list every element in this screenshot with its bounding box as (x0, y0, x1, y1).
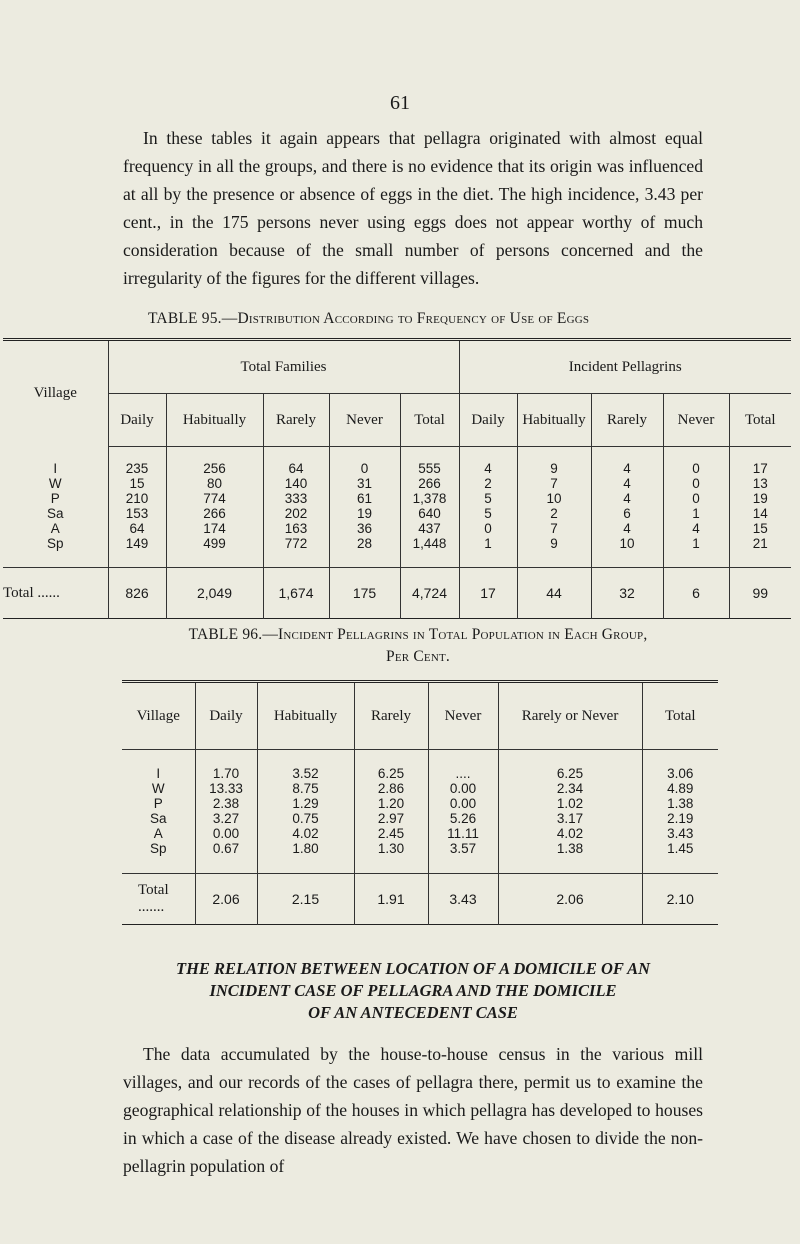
total-families-cell: 140 (263, 476, 329, 491)
total-families-cell: 149 (108, 536, 166, 568)
percent-cell: 0.67 (195, 841, 257, 874)
incident-pellagrins-cell: 7 (517, 521, 591, 536)
village-cell: W (3, 476, 108, 491)
percent-cell: 1.38 (667, 796, 694, 811)
percent-cell: .... (428, 750, 498, 782)
total-families-total-cell: 1,674 (263, 568, 329, 619)
village-cell: Sp (122, 841, 195, 874)
paragraph-intro: In these tables it again appears that pellagra originated with almost equal frequency in all the groups, and there is no evidence that its origin was influenced at all by the presence or absence of eggs in the diet. The high incidence, 3.43 per cent., in the 175 persons never using eggs does not appear worthy of much consideration because of the small number of persons concerned and the irregularity of the figures for the different villages. (123, 128, 703, 288)
incident-pellagrins-cell: 1 (459, 536, 517, 568)
percent-cell: 2.86 (354, 781, 428, 796)
percent-cell: 4.89 (667, 781, 694, 796)
percent-total-cell: 3.43 (428, 874, 498, 925)
percent-cell: 6.25 (498, 750, 642, 782)
paragraph-domicile: The data accumulated by the house-to-house census in the various mill villages, and our records of the cases of pellagra there, permit us to examine the geographical relationship of the houses in which pellagra has developed to houses in which a case of the disease already existed. We have chosen to divide the non-pellagrin population of (123, 1044, 703, 1176)
table-row (3, 536, 791, 568)
percent-total-cell: 2.10 (642, 874, 718, 925)
incident-pellagrins-total-cell: 6 (663, 568, 729, 619)
incident-pellagrins-total-cell: 32 (591, 568, 663, 619)
incident-pellagrins-cell: 17 (752, 461, 768, 476)
header-total: Total (642, 682, 718, 750)
total-families-cell: 202 (263, 506, 329, 521)
village-header: Village (3, 340, 108, 447)
total-families-cell: 266 (166, 506, 263, 521)
percent-cell: 3.27 (195, 811, 257, 826)
incident-pellagrins-cell: 13 (752, 476, 768, 491)
percent-cell: 1.29 (257, 796, 354, 811)
table-row (3, 476, 791, 491)
total-families-cell: 555 (400, 447, 459, 477)
ip-subheader-habitually: Habitually (517, 394, 591, 447)
table-95-caption: TABLE 95.—Distribution According to Frequency of Use of Eggs (148, 310, 590, 327)
total-families-cell: 163 (263, 521, 329, 536)
table-row (3, 521, 791, 536)
total-families-cell: 0 (329, 447, 400, 477)
incident-pellagrins-cell: 19 (752, 491, 768, 506)
percent-cell: 4.02 (257, 826, 354, 841)
tf-subheader-daily: Daily (108, 394, 166, 447)
percent-cell: 2.38 (195, 796, 257, 811)
section-heading-line-1: THE RELATION BETWEEN LOCATION OF A DOMICILE OF AN (175, 959, 651, 978)
incident-pellagrins-cell: 6 (591, 506, 663, 521)
total-families-total-cell: 175 (329, 568, 400, 619)
percent-cell: 4.02 (498, 826, 642, 841)
total-families-cell: 19 (329, 506, 400, 521)
table-row (122, 811, 718, 826)
total-families-cell: 256 (166, 447, 263, 477)
ip-subheader-daily: Daily (459, 394, 517, 447)
total-families-total-cell: 826 (108, 568, 166, 619)
percent-cell: 2.45 (354, 826, 428, 841)
incident-pellagrins-total-cell: 99 (729, 568, 791, 619)
section-heading-line-3: OF AN ANTECEDENT CASE (308, 1003, 518, 1022)
total-families-cell: 28 (329, 536, 400, 568)
total-families-cell: 36 (329, 521, 400, 536)
total-families-cell: 80 (166, 476, 263, 491)
table-row (3, 506, 791, 521)
incident-pellagrins-total-cell: 17 (459, 568, 517, 619)
percent-cell: 1.70 (195, 750, 257, 782)
incident-pellagrins-cell: 1 (663, 536, 729, 568)
percent-cell: 1.20 (354, 796, 428, 811)
village-cell: I (122, 750, 195, 782)
incident-pellagrins-cell: 0 (663, 447, 729, 477)
village-cell: W (122, 781, 195, 796)
table-row (122, 841, 718, 874)
village-cell: A (122, 826, 195, 841)
percent-cell: 0.00 (428, 796, 498, 811)
incident-pellagrins-cell: 10 (517, 491, 591, 506)
percent-cell: 2.34 (498, 781, 642, 796)
tf-subheader-never: Never (329, 394, 400, 447)
section-heading-line-2: INCIDENT CASE OF PELLAGRA AND THE DOMICILE (209, 981, 617, 1000)
page-number: 61 (390, 92, 410, 114)
ip-subheader-never: Never (663, 394, 729, 447)
total-row (3, 568, 791, 619)
table-row (122, 750, 718, 782)
incident-pellagrins-cell: 9 (517, 447, 591, 477)
incident-pellagrins-cell: 0 (663, 491, 729, 506)
header-habitually: Habitually (257, 682, 354, 750)
incident-pellagrins-header: Incident Pellagrins (459, 340, 791, 394)
percent-total-cell: 2.06 (498, 874, 642, 925)
incident-pellagrins-cell: 0 (459, 521, 517, 536)
percent-cell: 3.57 (428, 841, 498, 874)
incident-pellagrins-cell: 4 (591, 476, 663, 491)
incident-pellagrins-cell: 21 (752, 536, 768, 551)
tf-subheader-total: Total (400, 394, 459, 447)
village-cell: A (3, 521, 108, 536)
total-families-cell: 31 (329, 476, 400, 491)
table-96-caption-line-1: TABLE 96.—Incident Pellagrins in Total Population in Each Group, (188, 626, 648, 643)
tf-subheader-rarely: Rarely (263, 394, 329, 447)
percent-cell: 1.38 (498, 841, 642, 874)
percent-cell: 1.45 (667, 841, 694, 856)
total-families-cell: 235 (108, 447, 166, 477)
incident-pellagrins-cell: 10 (591, 536, 663, 568)
village-cell: P (3, 491, 108, 506)
incident-pellagrins-cell: 14 (752, 506, 768, 521)
total-families-cell: 640 (400, 506, 459, 521)
percent-cell: 3.43 (667, 826, 694, 841)
total-families-cell: 64 (263, 447, 329, 477)
table-row (3, 447, 791, 477)
total-families-cell: 153 (108, 506, 166, 521)
incident-pellagrins-cell: 2 (459, 476, 517, 491)
village-cell: Sa (122, 811, 195, 826)
village-cell: I (3, 447, 108, 477)
percent-total-cell: 2.15 (257, 874, 354, 925)
percent-cell: 1.30 (354, 841, 428, 874)
ip-subheader-rarely: Rarely (591, 394, 663, 447)
percent-cell: 2.97 (354, 811, 428, 826)
incident-pellagrins-cell: 4 (663, 521, 729, 536)
section-heading (123, 958, 703, 1024)
total-families-cell: 15 (108, 476, 166, 491)
percent-cell: 5.26 (428, 811, 498, 826)
total-families-cell: 437 (400, 521, 459, 536)
percent-cell: 0.00 (195, 826, 257, 841)
percent-cell: 2.19 (667, 811, 694, 826)
percent-cell: 0.00 (428, 781, 498, 796)
percent-cell: 13.33 (195, 781, 257, 796)
village-cell: Sp (3, 536, 108, 568)
total-families-cell: 1,378 (400, 491, 459, 506)
percent-cell: 0.75 (257, 811, 354, 826)
table-row (3, 491, 791, 506)
incident-pellagrins-cell: 9 (517, 536, 591, 568)
header-never: Never (428, 682, 498, 750)
incident-pellagrins-cell: 4 (459, 447, 517, 477)
total-families-total-cell: 2,049 (166, 568, 263, 619)
village-cell: Sa (3, 506, 108, 521)
percent-total-cell: 2.06 (195, 874, 257, 925)
total-label: Total ....... (122, 874, 195, 925)
incident-pellagrins-cell: 4 (591, 491, 663, 506)
incident-pellagrins-cell: 4 (591, 521, 663, 536)
total-families-cell: 174 (166, 521, 263, 536)
total-families-cell: 774 (166, 491, 263, 506)
total-families-cell: 499 (166, 536, 263, 568)
incident-pellagrins-cell: 4 (591, 447, 663, 477)
incident-pellagrins-total-cell: 44 (517, 568, 591, 619)
tf-subheader-habitually: Habitually (166, 394, 263, 447)
incident-pellagrins-cell: 0 (663, 476, 729, 491)
total-label: Total ...... (3, 568, 108, 619)
percent-cell: 1.02 (498, 796, 642, 811)
total-families-cell: 64 (108, 521, 166, 536)
percent-cell: 1.80 (257, 841, 354, 874)
incident-pellagrins-cell: 1 (663, 506, 729, 521)
table-95 (3, 338, 791, 619)
percent-cell: 11.11 (428, 826, 498, 841)
percent-cell: 8.75 (257, 781, 354, 796)
incident-pellagrins-cell: 5 (459, 491, 517, 506)
percent-total-cell: 1.91 (354, 874, 428, 925)
table-row (122, 826, 718, 841)
total-families-cell: 772 (263, 536, 329, 568)
table-96 (122, 680, 718, 925)
header-rarely: Rarely (354, 682, 428, 750)
total-families-cell: 333 (263, 491, 329, 506)
village-cell: P (122, 796, 195, 811)
table-96-caption (123, 624, 713, 668)
percent-cell: 3.06 (667, 766, 694, 781)
incident-pellagrins-cell: 7 (517, 476, 591, 491)
header-daily: Daily (195, 682, 257, 750)
total-families-cell: 266 (400, 476, 459, 491)
incident-pellagrins-cell: 2 (517, 506, 591, 521)
percent-cell: 3.17 (498, 811, 642, 826)
incident-pellagrins-cell: 15 (752, 521, 768, 536)
header-village: Village (122, 682, 195, 750)
table-row (122, 796, 718, 811)
ip-subheader-total: Total (729, 394, 791, 447)
header-rarely-or-never: Rarely or Never (498, 682, 642, 750)
total-row (122, 874, 718, 925)
total-families-header: Total Families (108, 340, 459, 394)
table-row (122, 781, 718, 796)
total-families-cell: 1,448 (400, 536, 459, 568)
percent-cell: 6.25 (354, 750, 428, 782)
total-families-total-cell: 4,724 (400, 568, 459, 619)
percent-cell: 3.52 (257, 750, 354, 782)
incident-pellagrins-cell: 5 (459, 506, 517, 521)
total-families-cell: 210 (108, 491, 166, 506)
table-96-caption-line-2: Per Cent. (386, 648, 450, 665)
total-families-cell: 61 (329, 491, 400, 506)
